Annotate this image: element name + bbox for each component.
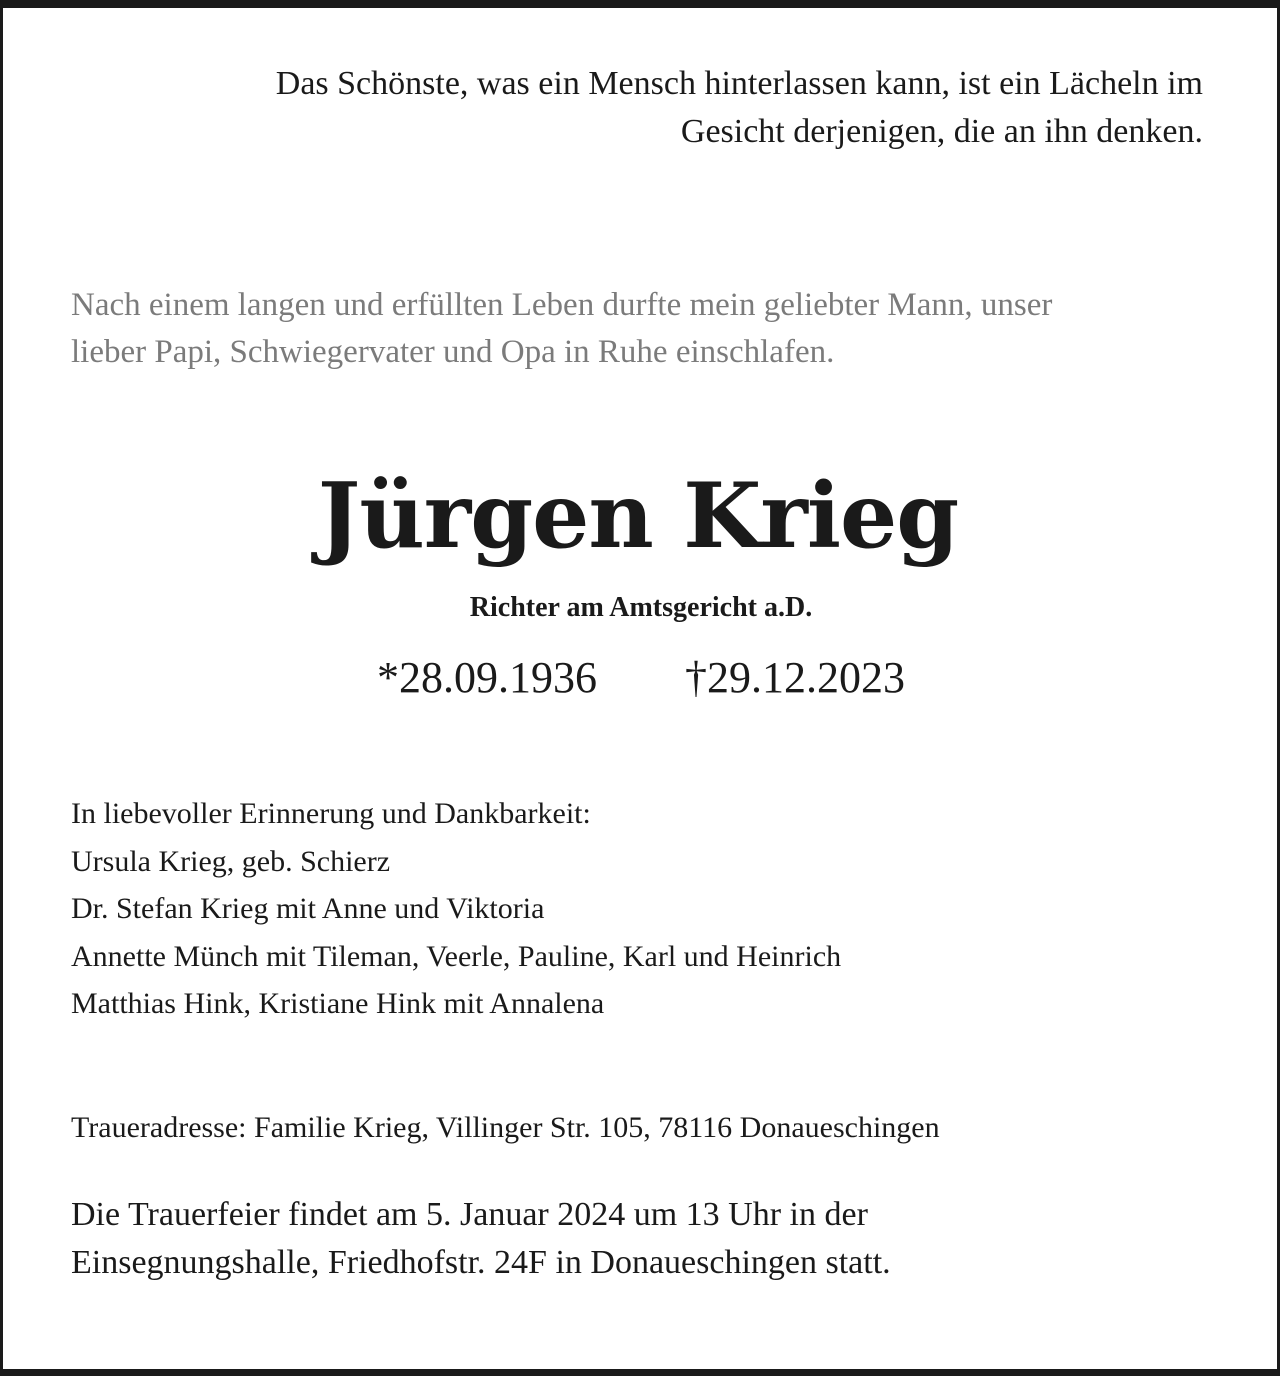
service-line-1: Die Trauerfeier findet am 5. Januar 2024 um 13 Uhr in der	[71, 1196, 868, 1233]
intro-line-1: Nach einem langen und erfüllten Leben durfte mein geliebter Mann, unser	[71, 287, 1053, 323]
mourner-name: Matthias Hink, Kristiane Hink mit Annalena	[71, 987, 605, 1020]
service-line-2: Einsegnungshalle, Friedhofstr. 24F in Donaueschingen statt.	[71, 1244, 891, 1281]
death-date: †29.12.2023	[685, 653, 905, 702]
life-dates	[3, 648, 1279, 708]
mourning-address: Traueradresse: Familie Krieg, Villinger Str. 105, 78116 Donaueschingen	[71, 1111, 940, 1144]
mourners-list	[71, 790, 1221, 1028]
deceased-title: Richter am Amtsgericht a.D.	[469, 592, 813, 623]
funeral-service-info	[71, 1191, 1171, 1287]
intro-line-2: lieber Papi, Schwiegervater und Opa in Ruhe einschlafen.	[71, 334, 835, 370]
mourner-name: Ursula Krieg, geb. Schierz	[71, 844, 391, 878]
memorial-quote	[103, 60, 1203, 156]
deceased-name: Jürgen Krieg	[317, 463, 959, 569]
mourner-name: Dr. Stefan Krieg mit Anne und Viktoria	[71, 892, 545, 925]
mourners-heading: In liebevoller Erinnerung und Dankbarkeit:	[71, 797, 591, 830]
mourner-name: Annette Münch mit Tileman, Veerle, Pauline, Karl und Heinrich	[71, 939, 842, 973]
birth-date: *28.09.1936	[377, 653, 597, 702]
intro-text	[71, 282, 1221, 376]
quote-line-2: Gesicht derjenigen, die an ihn denken.	[680, 113, 1203, 150]
quote-line-1: Das Schönste, was ein Mensch hinterlassen kann, ist ein Lächeln im	[275, 65, 1203, 102]
